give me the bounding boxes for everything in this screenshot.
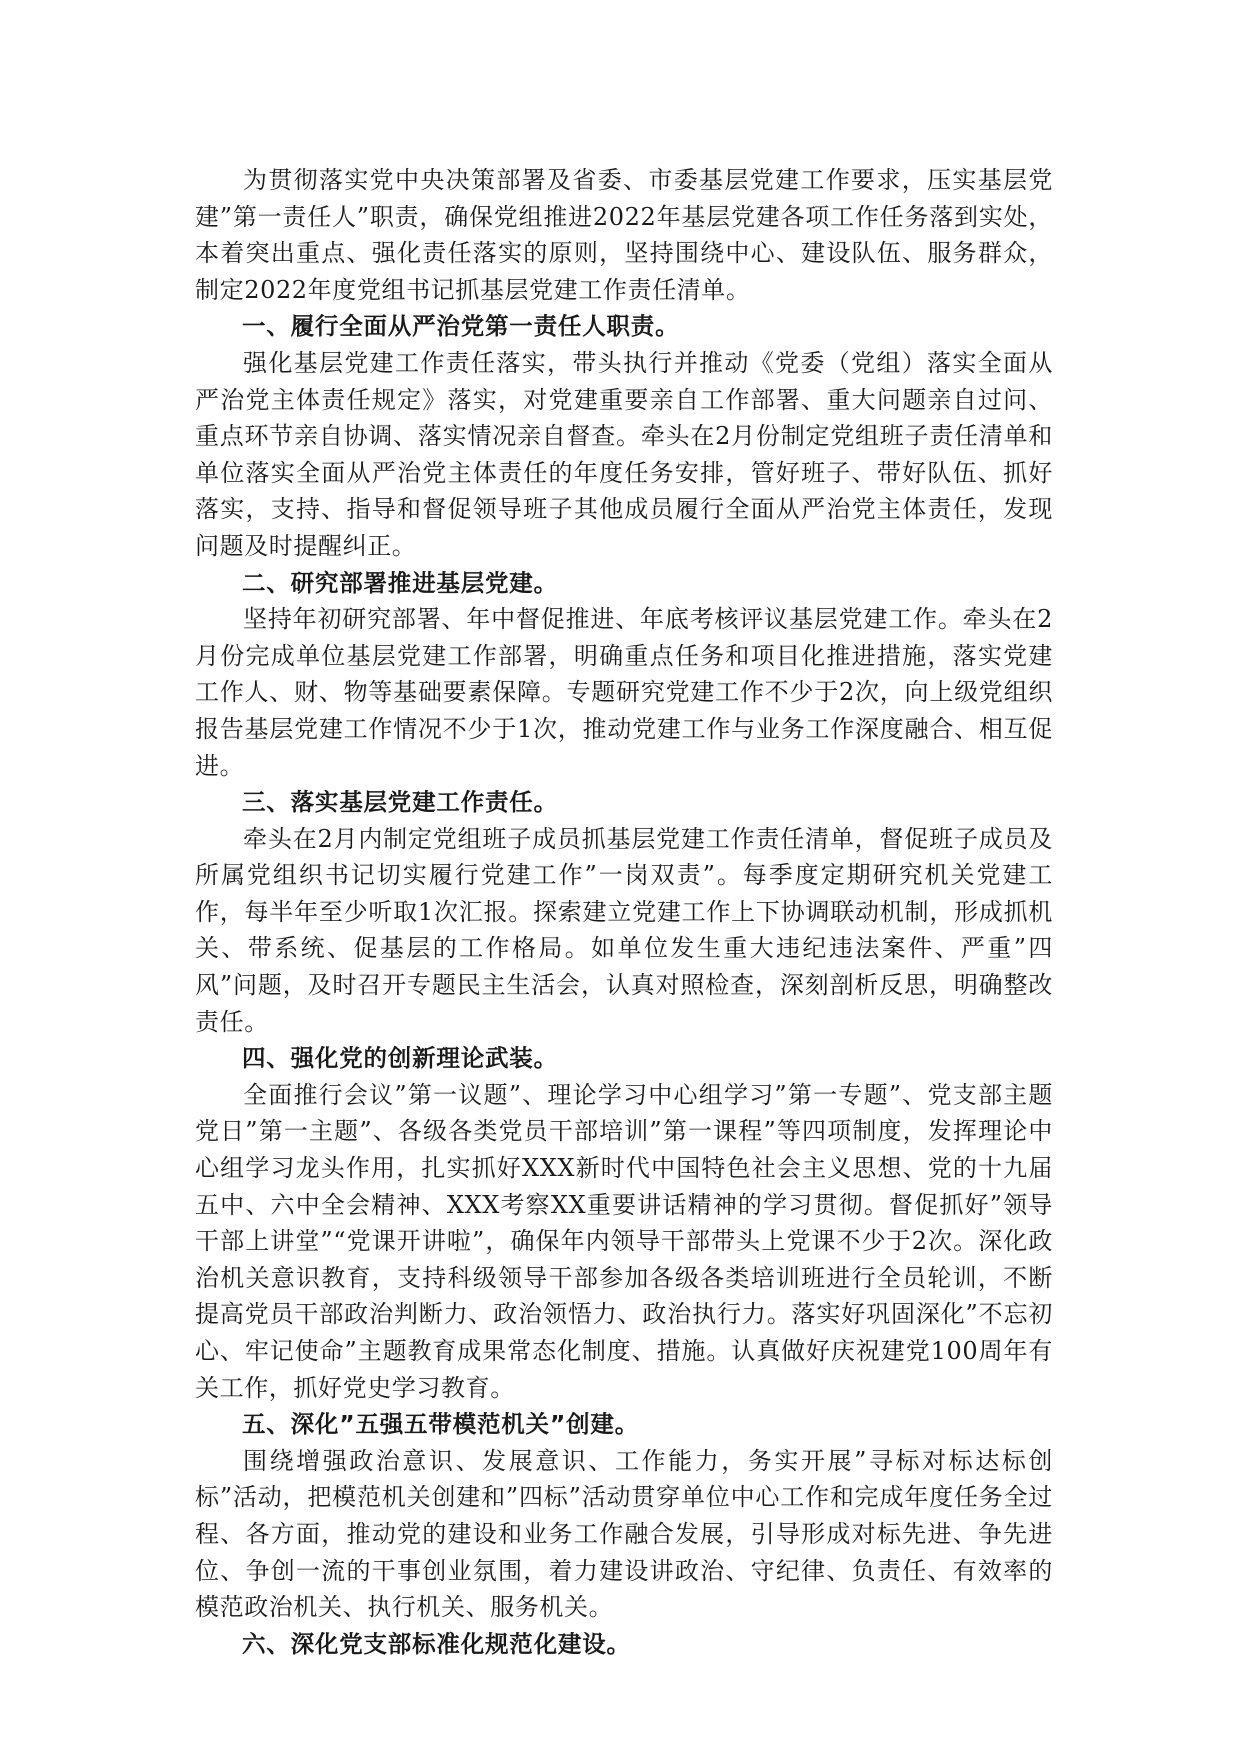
document-page xyxy=(195,162,1053,1662)
section-heading-1: 一、履行全面从严治党第一责任人职责。 xyxy=(242,312,680,341)
intro-paragraph: 为贯彻落实党中央决策部署及省委、市委基层党建工作要求，压实基层党建”第一责任人”职责，确保党组推进2022年基层党建各项工作任务落到实处，本着突出重点、强化责任落实的原则，坚持围绕中心、建设队伍、服务群众，制定2022年度党组书记抓基层党建工作责任清单。 xyxy=(195,166,1053,304)
section-body-2: 坚持年初研究部署、年中督促推进、年底考核评议基层党建工作。牵头在2月份完成单位基层党建工作部署，明确重点任务和项目化推进措施，落实党建工作人、财、物等基础要素保障。专题研究党建工作不少于2次，向上级党组织报告基层党建工作情况不少于1次，推动党建工作与业务工作深度融合、相互促进。 xyxy=(195,605,1053,780)
section-heading-4: 四、强化党的创新理论武装。 xyxy=(242,1044,558,1073)
section-body-1: 强化基层党建工作责任落实，带头执行并推动《党委（党组）落实全面从严治党主体责任规定》落实，对党建重要亲自工作部署、重大问题亲自过问、重点环节亲自协调、落实情况亲自督查。牵头在2月份制定党组班子责任清单和单位落实全面从严治党主体责任的年度任务安排，管好班子、带好队伍、抓好落实，支持、指导和督促领导班子其他成员履行全面从严治党主体责任，发现问题及时提醒纠正。 xyxy=(195,348,1053,560)
section-heading-3: 三、落实基层党建工作责任。 xyxy=(242,788,558,817)
section-heading-2: 二、研究部署推进基层党建。 xyxy=(242,568,558,597)
section-heading-5: 五、深化”五强五带模范机关”创建。 xyxy=(242,1410,639,1439)
section-body-3: 牵头在2月内制定党组班子成员抓基层党建工作责任清单，督促班子成员及所属党组织书记切实履行党建工作”一岗双责”。每季度定期研究机关党建工作，每半年至少听取1次汇报。探索建立党建工作上下协调联动机制，形成抓机关、带系统、促基层的工作格局。如单位发生重大违纪违法案件、严重”四风”问题，及时召开专题民主生活会，认真对照检查，深刻剖析反思，明确整改责任。 xyxy=(195,824,1053,1036)
section-body-5: 围绕增强政治意识、发展意识、工作能力，务实开展”寻标对标达标创标”活动，把模范机关创建和”四标”活动贯穿单位中心工作和完成年度任务全过程、各方面，推动党的建设和业务工作融合发展，引导形成对标先进、争先进位、争创一流的干事创业氛围，着力建设讲政治、守纪律、负责任、有效率的模范政治机关、执行机关、服务机关。 xyxy=(195,1446,1053,1622)
section-body-4: 全面推行会议”第一议题”、理论学习中心组学习”第一专题”、党支部主题党日”第一主题”、各级各类党员干部培训”第一课程”等四项制度，发挥理论中心组学习龙头作用，扎实抓好XXX新时代中国特色社会主义思想、党的十九届五中、六中全会精神、XXX考察XX重要讲话精神的学习贯彻。督促抓好”领导干部上讲堂”“党课开讲啦”，确保年内领导干部带头上党课不少于2次。深化政治机关意识教育，支持科级领导干部参加各级各类培训班进行全员轮训，不断提高党员干部政治判断力、政治领悟力、政治执行力。落实好巩固深化”不忘初心、牢记使命”主题教育成果常态化制度、措施。认真做好庆祝建党100周年有关工作，抓好党史学习教育。 xyxy=(195,1080,1053,1402)
section-heading-6: 六、深化党支部标准化规范化建设。 xyxy=(242,1629,631,1658)
